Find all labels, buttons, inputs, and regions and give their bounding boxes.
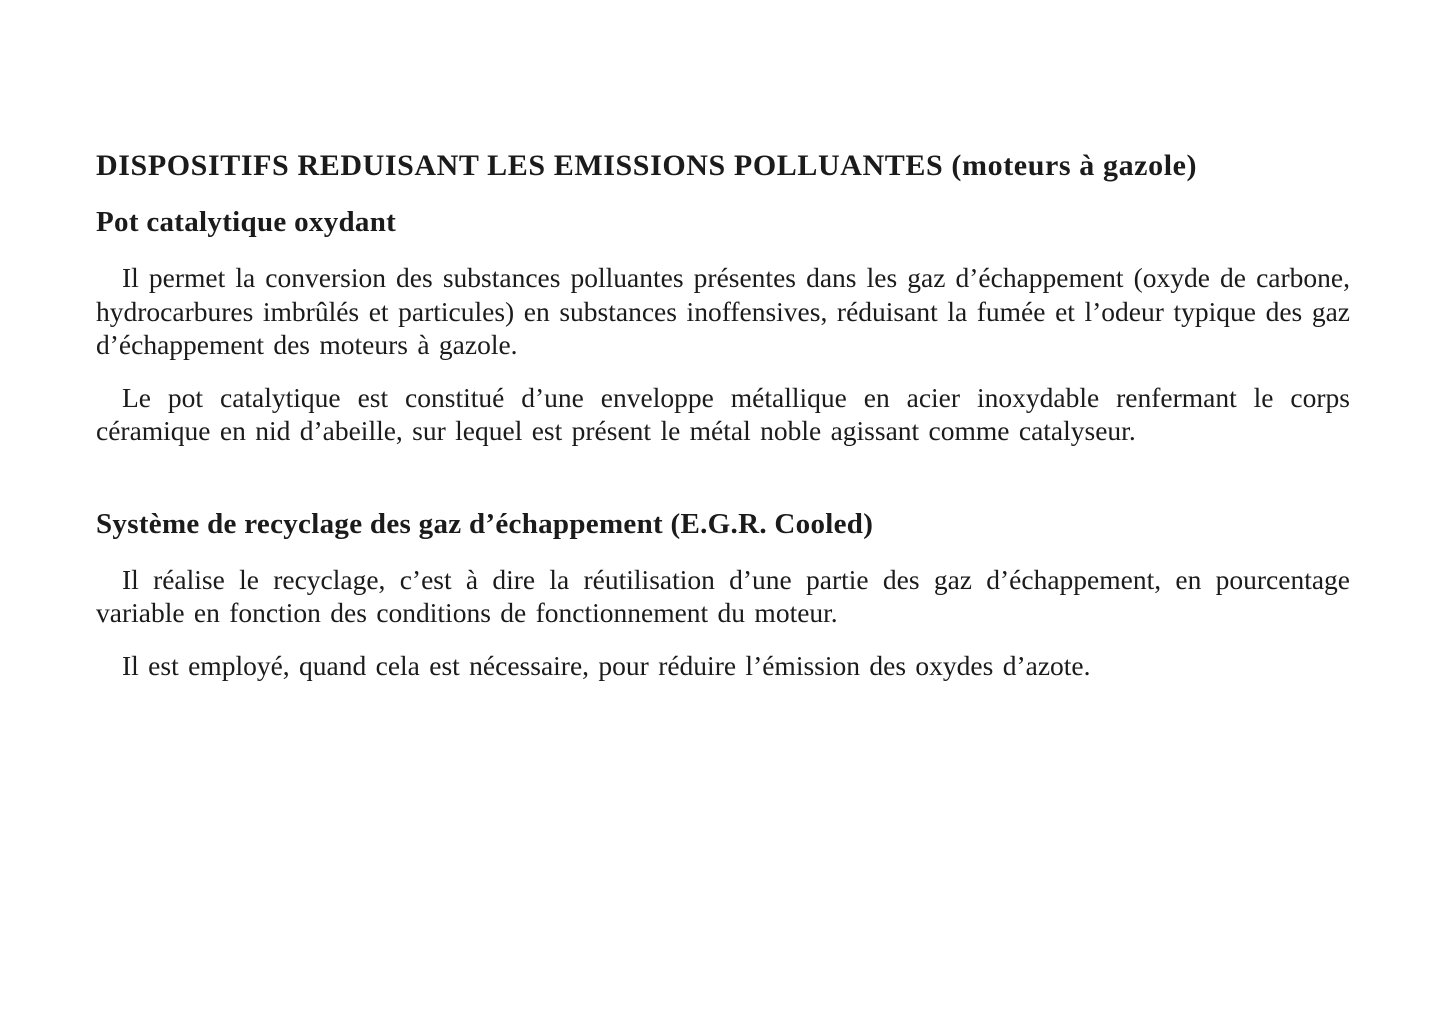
- section-pot-catalytique: [96, 204, 1350, 448]
- paragraph-recyclage-gaz: Il réalise le recyclage, c’est à dire la réutilisation d’une partie des gaz d’échappement, en pourcentage variable en fonction des conditions de fonctionnement du moteur.: [96, 563, 1350, 628]
- page-title: DISPOSITIFS REDUISANT LES EMISSIONS POLLUANTES (moteurs à gazole): [96, 149, 1198, 182]
- section-heading-pot-catalytique: Pot catalytique oxydant: [96, 206, 397, 238]
- paragraph-enveloppe-metallique: Le pot catalytique est constitué d’une enveloppe métallique en acier inoxydable renfermant le corps céramique en nid d’abeille, sur lequel est présent le métal noble agissant comme catalyseur.: [96, 381, 1350, 446]
- section-egr-cooled: [96, 506, 1350, 683]
- paragraph-conversion-substances: Il permet la conversion des substances polluantes présentes dans les gaz d’échappement (oxyde de carbone, hydrocarbures imbrûlés et particules) en substances inoffensives, réduisant la fumée et l’odeur typique des gaz d’échappement des moteurs à gazole.: [96, 262, 1350, 360]
- section-heading-egr-cooled: Système de recyclage des gaz d’échappement (E.G.R. Cooled): [96, 507, 874, 540]
- paragraph-oxydes-azote: Il est employé, quand cela est nécessaire, pour réduire l’émission des oxydes d’azote.: [122, 649, 1091, 681]
